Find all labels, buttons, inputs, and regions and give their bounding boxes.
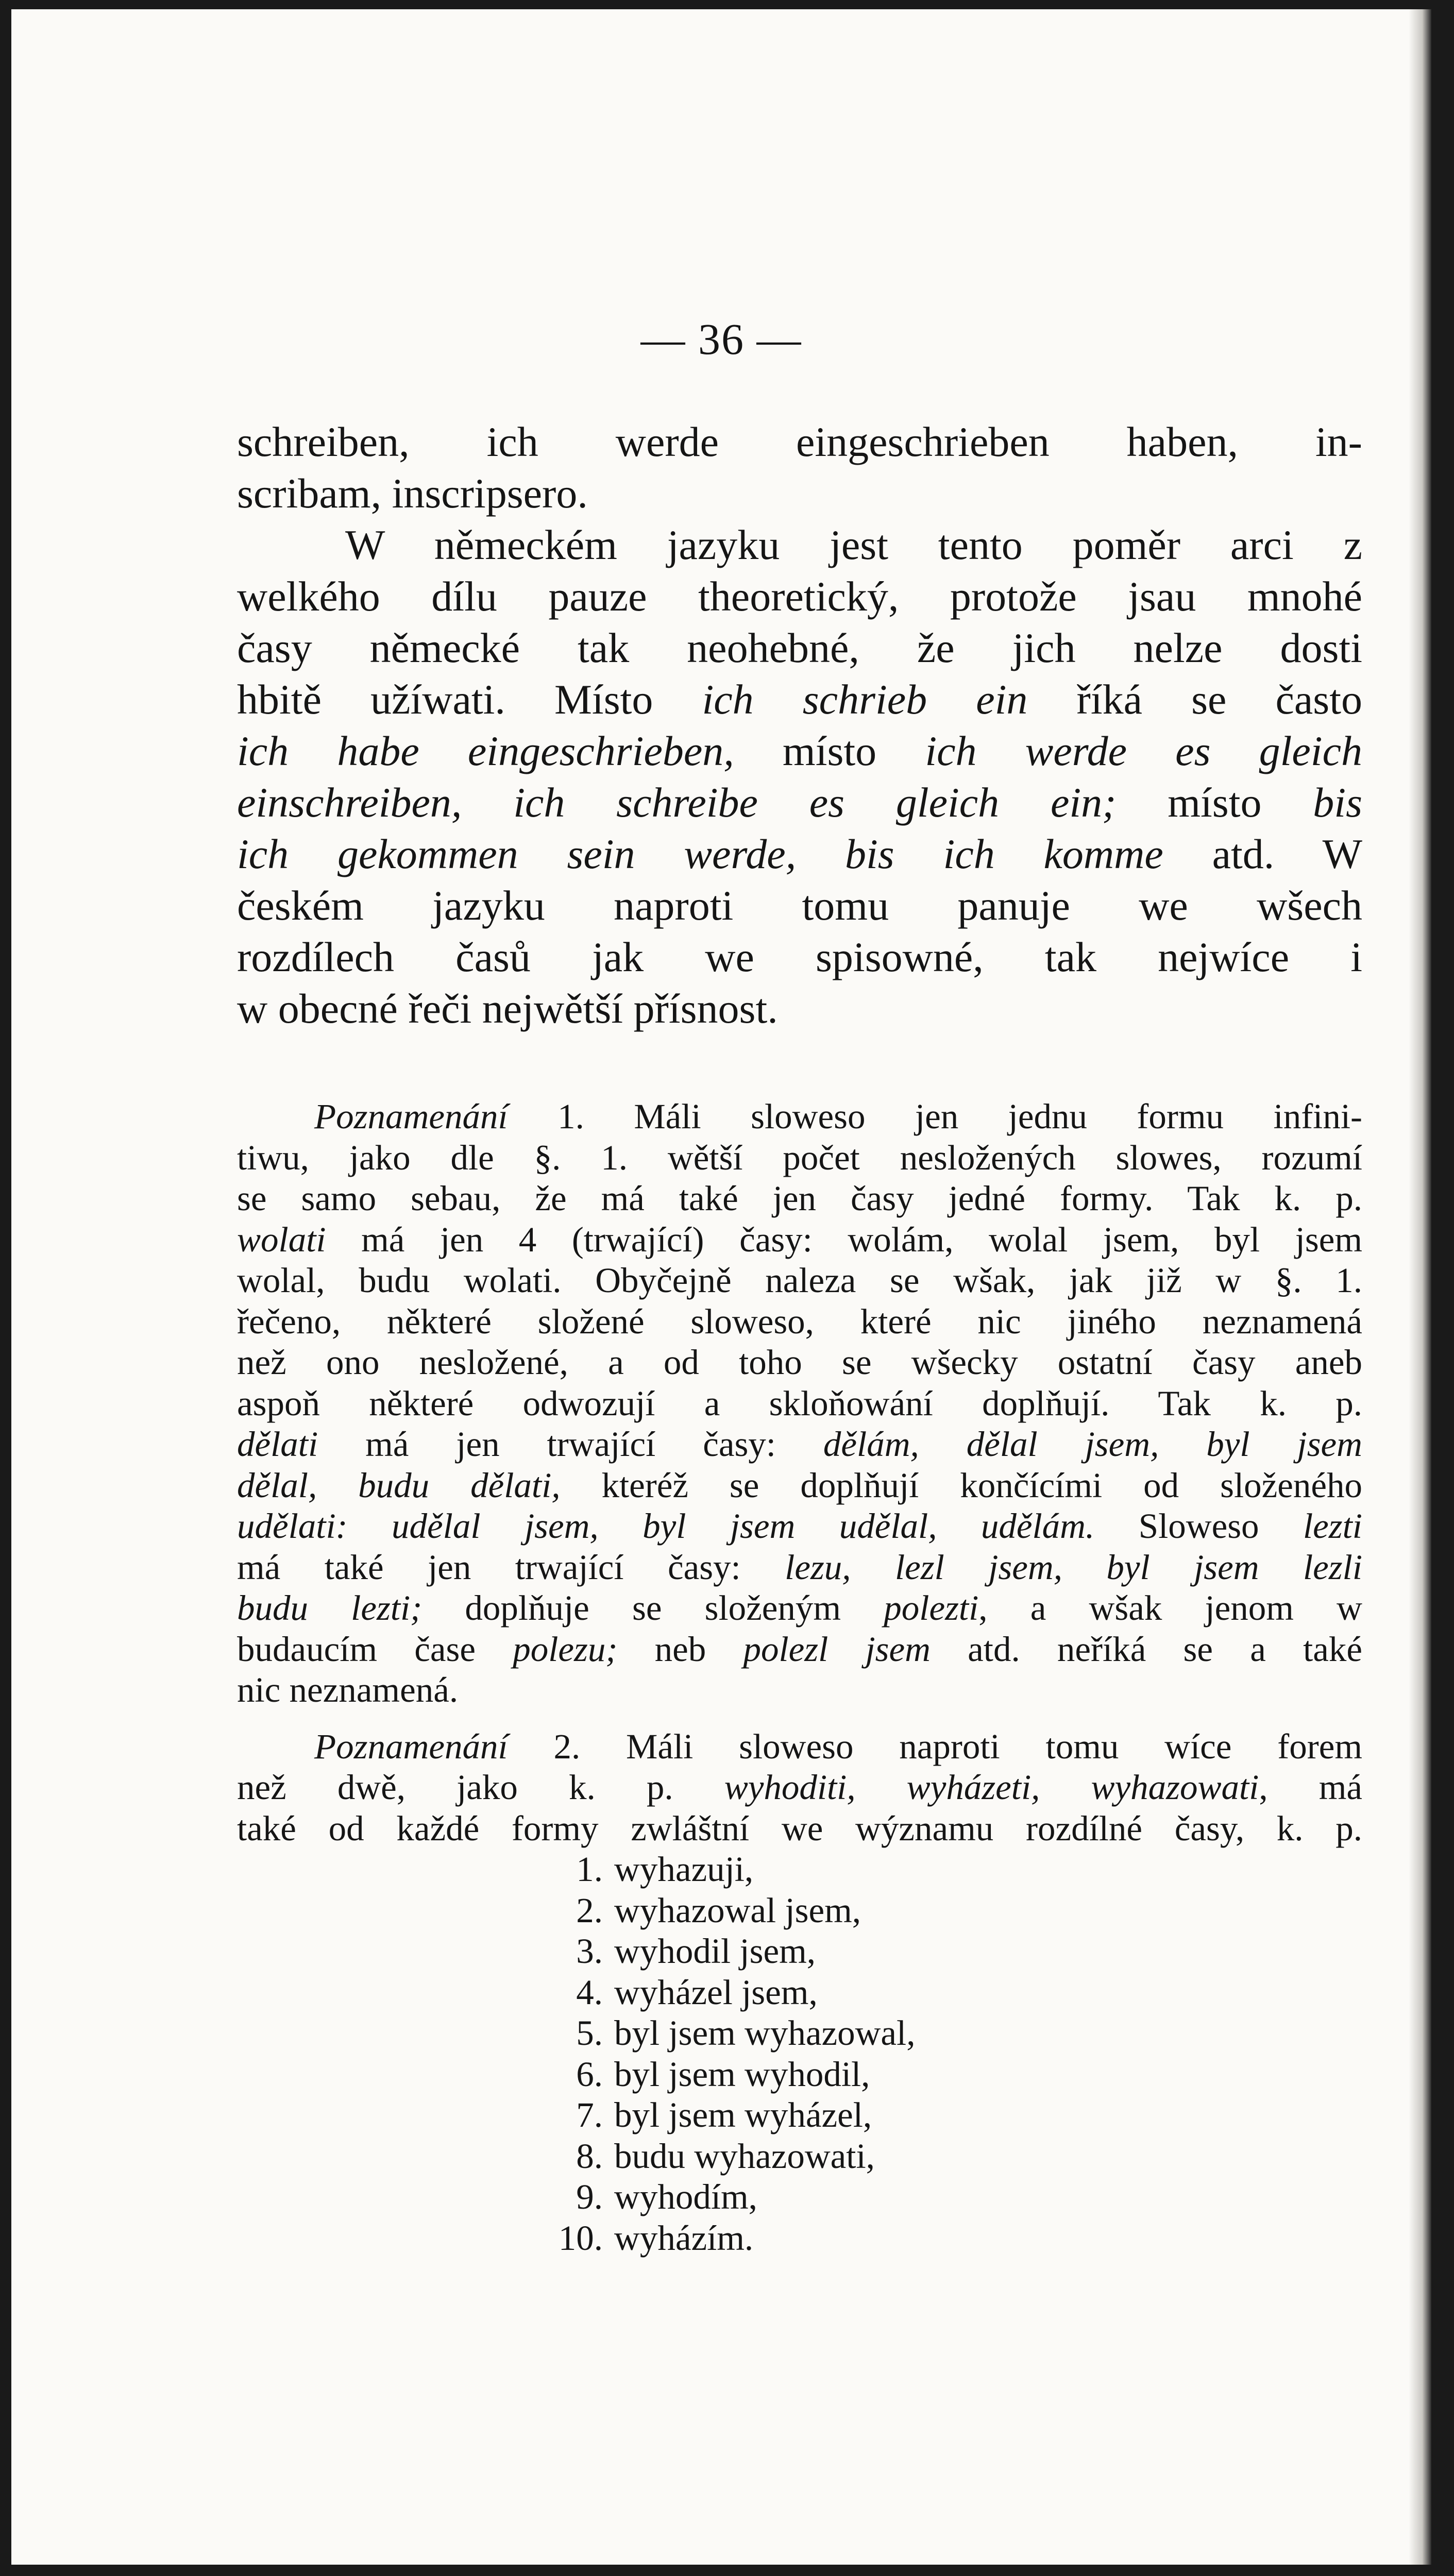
list-item: 6. byl jsem wyhodil, <box>576 2054 870 2094</box>
page-body <box>237 416 1362 2259</box>
text-line: než ono nesložené, a od toho se wšecky ostatní časy aneb <box>237 1343 1362 1382</box>
list-item: 4. wyházel jsem, <box>576 1972 818 2012</box>
list-item: 5. byl jsem wyhazowal, <box>576 2013 916 2053</box>
tense-list <box>237 1849 1362 2259</box>
main-paragraph <box>237 519 1362 1035</box>
text-line: wolati má jen 4 (trwající) časy: wolám, wolal jsem, byl jsem <box>237 1219 1362 1259</box>
text-line: wolal, budu wolati. Obyčejně naleza se wšak, jak již w §. 1. <box>237 1261 1362 1300</box>
note-label: Poznamenání <box>314 1097 508 1136</box>
text-line: českém jazyku naproti tomu panuje we wšech <box>237 882 1362 929</box>
text-line: rozdílech časů jak we spisowné, tak nejwíce i <box>237 934 1362 980</box>
page-number: — 36 — <box>640 314 802 364</box>
list-item: 7. byl jsem wyházel, <box>576 2095 872 2134</box>
note-2 <box>237 1726 1362 1850</box>
list-item: 9. wyhodím, <box>576 2177 757 2216</box>
text-line: řečeno, některé složené sloweso, které nic jiného neznamená <box>237 1301 1362 1341</box>
list-item: 3. wyhodil jsem, <box>576 1931 816 1971</box>
text-line: než dwě, jako k. p. wyhoditi, wyházeti, wyhazowati, má <box>237 1768 1362 1807</box>
text-line: ich gekommen sein werde, bis ich komme atd. W <box>237 831 1362 877</box>
text-line: Poznamenání 2. Máli sloweso naproti tomu wíce forem <box>314 1726 1362 1766</box>
text-line: W německém jazyku jest tento poměr arci z <box>345 521 1362 568</box>
list-item: 2. wyhazowal jsem, <box>576 1890 861 1930</box>
text-line: w obecné řeči nejwětší přísnost. <box>237 985 778 1032</box>
text-line: budaucím čase polezu; neb polezl jsem atd. neříká se a také <box>237 1629 1362 1669</box>
book-page <box>11 9 1431 2565</box>
text-line: budu lezti; doplňuje se složeným polezti, a wšak jenom w <box>237 1588 1362 1628</box>
text-line: schreiben, ich werde eingeschrieben haben, in- <box>237 418 1362 465</box>
text-line: scribam, inscripsero. <box>237 470 588 517</box>
text-line: welkého dílu pauze theoretický, protože jsau mnohé <box>237 573 1362 620</box>
text-line: udělati: udělal jsem, byl jsem udělal, udělám. Sloweso lezti <box>237 1506 1362 1546</box>
text-line: dělal, budu dělati, kteréž se doplňují končícími od složeného <box>237 1465 1362 1505</box>
text-line: einschreiben, ich schreibe es gleich ein; místo bis <box>237 779 1362 826</box>
list-item: 10. wyházím. <box>558 2218 754 2258</box>
text-line: také od každé formy zwláštní we wýznamu rozdílné časy, k. p. <box>237 1808 1362 1848</box>
text-line: dělati má jen trwající časy: dělám, dělal jsem, byl jsem <box>237 1425 1363 1464</box>
continuation-paragraph <box>237 416 1362 519</box>
text-line: Poznamenání 1. Máli sloweso jen jednu formu infini- <box>314 1097 1362 1136</box>
page-edge-shadow <box>1409 9 1431 2565</box>
list-item: 1. wyhazuji, <box>576 1850 754 1889</box>
text-line: aspoň některé odwozují a skloňowání doplňují. Tak k. p. <box>237 1383 1362 1423</box>
list-item: 8. budu wyhazowati, <box>576 2136 875 2176</box>
note-1 <box>237 1096 1362 1711</box>
text-line: tiwu, jako dle §. 1. wětší počet nesložených slowes, rozumí <box>237 1138 1362 1177</box>
text-line: hbitě užíwati. Místo ich schrieb ein říká se často <box>237 676 1362 723</box>
text-line: se samo sebau, že má také jen časy jedné formy. Tak k. p. <box>237 1179 1362 1218</box>
text-line: časy německé tak neohebné, že jich nelze dosti <box>237 624 1362 671</box>
note-label: Poznamenání <box>314 1726 508 1766</box>
text-line: nic neznamená. <box>237 1670 459 1709</box>
text-line: má také jen trwající časy: lezu, lezl jsem, byl jsem lezli <box>237 1547 1362 1587</box>
text-line: ich habe eingeschrieben, místo ich werde es gleich <box>237 727 1362 774</box>
